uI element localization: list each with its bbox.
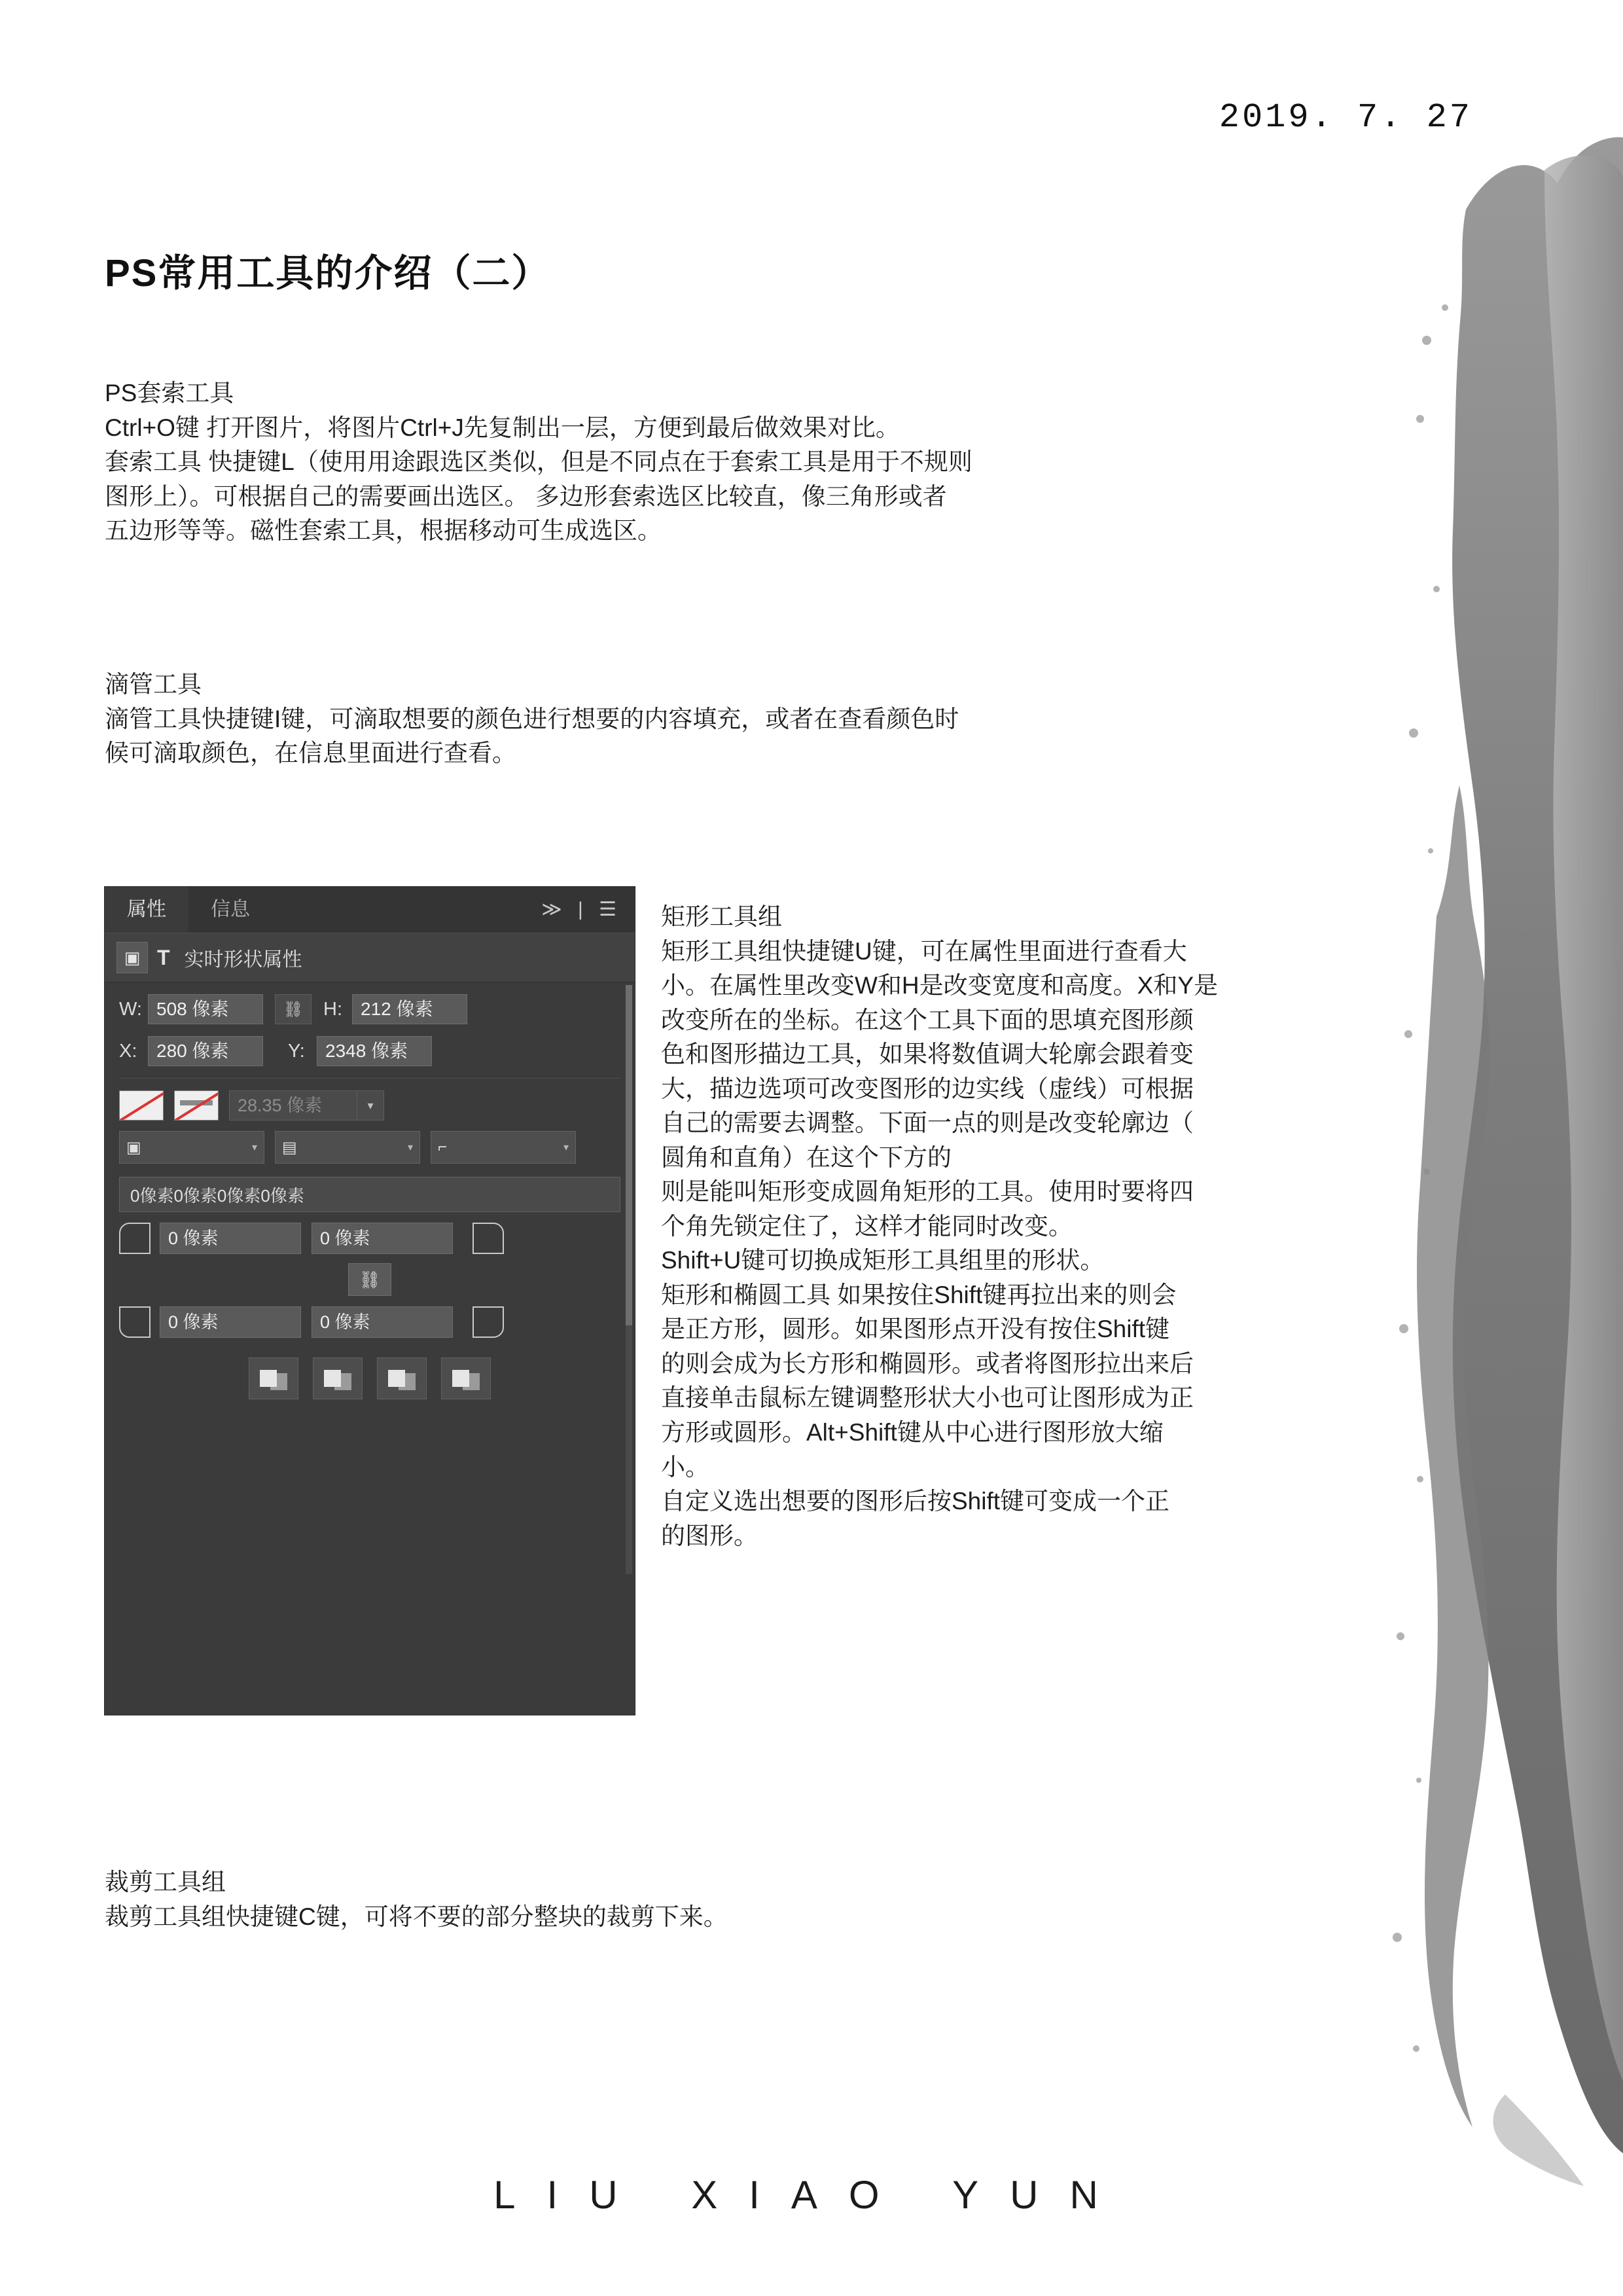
section-rectangle-line-16: 小。 xyxy=(661,1453,709,1480)
link-wh-icon[interactable]: ⛓ xyxy=(275,994,312,1024)
panel-scrollbar[interactable] xyxy=(626,985,632,1574)
section-rectangle-line-8: 则是能叫矩形变成圆角矩形的工具。使用时要将四 xyxy=(661,1178,1194,1206)
chevron-down-icon: ▾ xyxy=(563,1142,569,1153)
tab-properties[interactable]: 属性 xyxy=(105,887,188,933)
section-rectangle-line-10: Shift+U键可切换成矩形工具组里的形状。 xyxy=(661,1247,1105,1274)
stroke-swatch[interactable] xyxy=(174,1090,219,1121)
stroke-width-dropdown-icon[interactable]: ▾ xyxy=(357,1090,384,1121)
path-operations-row xyxy=(119,1357,620,1399)
chevron-down-icon: ▾ xyxy=(407,1142,413,1153)
section-crop-line-1: 裁剪工具组快捷键C键，可将不要的部分整块的裁剪下来。 xyxy=(105,1903,728,1930)
y-label: Y: xyxy=(288,1040,305,1062)
section-rectangle-line-18: 的图形。 xyxy=(661,1522,758,1549)
section-lasso-line-2: 套索工具 快捷键L（使用用途跟选区类似，但是不同点在于套索工具是用于不规则 xyxy=(105,448,972,476)
section-crop-heading: 裁剪工具组 xyxy=(105,1869,226,1895)
link-radius-icon[interactable]: ⛓ xyxy=(348,1263,391,1296)
panel-subheader-label: 实时形状属性 xyxy=(184,949,302,971)
text-tool-icon[interactable]: T xyxy=(157,945,170,969)
section-rectangle-line-14: 直接单击鼠标左键调整形状大小也可让图形成为正 xyxy=(661,1384,1194,1412)
stroke-align-dropdown[interactable] xyxy=(275,1131,420,1164)
section-rectangle-line-13: 的则会成为长方形和椭圆形。或者将图形拉出来后 xyxy=(661,1350,1194,1377)
row-radius-bottom xyxy=(119,1306,620,1338)
stroke-type-dropdown[interactable] xyxy=(119,1131,264,1164)
radius-top-left-input[interactable]: 0 像素 xyxy=(160,1223,301,1254)
stroke-corner-icon: ⌐ xyxy=(438,1138,448,1156)
section-rectangle-line-4: 色和图形描边工具，如果将数值调大轮廓会跟着变 xyxy=(661,1041,1194,1068)
row-radius-top xyxy=(119,1223,620,1254)
panel-tab-bar[interactable] xyxy=(105,887,635,933)
radius-bottom-right-input[interactable]: 0 像素 xyxy=(312,1306,453,1338)
section-eyedropper-heading: 滴管工具 xyxy=(105,671,202,698)
x-input[interactable]: 280 像素 xyxy=(148,1036,263,1066)
row-x-y xyxy=(119,1036,620,1066)
section-rectangle-line-3: 改变所在的坐标。在这个工具下面的思填充图形颜 xyxy=(661,1006,1194,1033)
stroke-width-input[interactable]: 28.35 像素 xyxy=(229,1090,357,1121)
panel-menu-icon[interactable]: ≫ | ☰ xyxy=(541,899,622,920)
path-op-intersect-icon[interactable] xyxy=(377,1357,427,1399)
section-eyedropper-tool xyxy=(105,668,1479,771)
section-rectangle-line-15: 方形或圆形。Alt+Shift键从中心进行图形放大缩 xyxy=(661,1418,1164,1446)
section-rectangle-line-2: 小。在属性里改变W和H是改变宽度和高度。X和Y是 xyxy=(661,972,1218,999)
section-eyedropper-line-2: 候可滴取颜色，在信息里面进行查看。 xyxy=(105,740,516,767)
panel-subheader xyxy=(105,933,635,982)
path-op-exclude-icon[interactable] xyxy=(441,1357,491,1399)
corner-bottom-right-icon xyxy=(473,1306,504,1338)
section-lasso-heading: PS套索工具 xyxy=(105,380,234,406)
row-stroke-options xyxy=(119,1131,620,1164)
page-title: PS常用工具的介绍（二） xyxy=(105,252,551,295)
y-input[interactable]: 2348 像素 xyxy=(317,1036,432,1066)
corner-radius-summary: 0像素0像素0像素0像素 xyxy=(119,1177,620,1212)
corner-top-right-icon xyxy=(473,1223,504,1254)
panel-body xyxy=(105,982,635,1399)
section-lasso-line-3: 图形上）。可根据自己的需要画出选区。 多边形套索选区比较直，像三角形或者 xyxy=(105,482,947,510)
document-date: 2019. 7. 27 xyxy=(1219,98,1472,137)
section-rectangle-heading: 矩形工具组 xyxy=(661,903,782,930)
row-fill-stroke xyxy=(119,1090,620,1121)
width-label: W: xyxy=(119,998,142,1020)
section-rectangle-line-6: 自己的需要去调整。下面一点的则是改变轮廓边（ xyxy=(661,1109,1194,1137)
height-input[interactable]: 212 像素 xyxy=(352,994,467,1024)
tab-info[interactable]: 信息 xyxy=(211,899,250,920)
height-label: H: xyxy=(323,998,342,1020)
section-crop-tool xyxy=(105,1865,1414,1934)
radius-top-right-input[interactable]: 0 像素 xyxy=(312,1223,453,1254)
live-shape-icon[interactable]: ▣ xyxy=(116,942,148,973)
fill-swatch[interactable] xyxy=(119,1090,164,1121)
corner-bottom-left-icon xyxy=(119,1306,151,1338)
divider xyxy=(119,1078,620,1079)
row-width-height xyxy=(119,994,620,1024)
section-rectangle-line-12: 是正方形，圆形。如果图形点开没有按住Shift键 xyxy=(661,1316,1170,1343)
section-rectangle-line-1: 矩形工具组快捷键U键，可在属性里面进行查看大 xyxy=(661,937,1187,965)
stroke-corner-dropdown[interactable] xyxy=(431,1131,576,1164)
x-label: X: xyxy=(119,1040,137,1062)
radius-link-row xyxy=(119,1263,620,1296)
corner-top-left-icon xyxy=(119,1223,151,1254)
radius-bottom-left-input[interactable]: 0 像素 xyxy=(160,1306,301,1338)
footer-author-name: LIU XIAO YUN xyxy=(493,2173,1130,2217)
section-rectangle-line-11: 矩形和椭圆工具 如果按住Shift键再拉出来的则会 xyxy=(661,1281,1177,1308)
section-rectangle-tool xyxy=(661,900,1512,1553)
section-lasso-line-1: Ctrl+O键 打开图片，将图片Ctrl+J先复制出一层，方便到最后做效果对比。 xyxy=(105,414,900,441)
section-rectangle-line-5: 大，描边选项可改变图形的边实线（虚线）可根据 xyxy=(661,1075,1194,1102)
section-rectangle-line-7: 圆角和直角）在这个下方的 xyxy=(661,1143,952,1171)
path-op-subtract-icon[interactable] xyxy=(313,1357,363,1399)
width-input[interactable]: 508 像素 xyxy=(148,994,263,1024)
stroke-type-icon: ▣ xyxy=(126,1138,141,1157)
section-rectangle-line-9: 个角先锁定住了，这样才能同时改变。 xyxy=(661,1212,1073,1240)
section-lasso-tool xyxy=(105,376,1505,548)
photoshop-properties-panel[interactable] xyxy=(105,887,635,1715)
path-op-combine-icon[interactable] xyxy=(249,1357,298,1399)
section-eyedropper-line-1: 滴管工具快捷键I键，可滴取想要的颜色进行想要的内容填充，或者在查看颜色时 xyxy=(105,705,959,732)
chevron-down-icon: ▾ xyxy=(251,1142,257,1153)
section-rectangle-line-17: 自定义选出想要的图形后按Shift键可变成一个正 xyxy=(661,1488,1170,1515)
section-lasso-line-4: 五边形等等。磁性套索工具，根据移动可生成选区。 xyxy=(105,517,662,545)
stroke-align-icon: ▤ xyxy=(282,1138,297,1157)
